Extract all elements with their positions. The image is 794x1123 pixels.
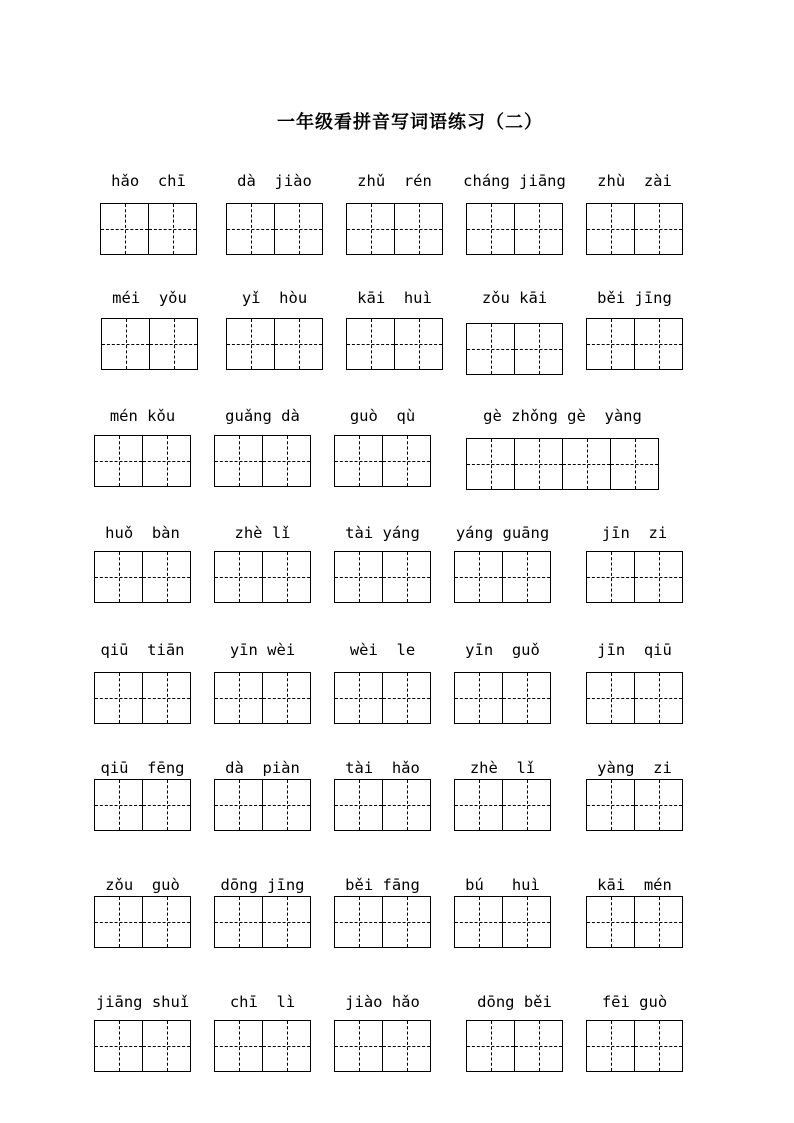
writing-cell[interactable] [262,672,311,724]
writing-cell[interactable] [634,896,683,948]
pinyin-label: běi jīng [597,289,672,307]
pinyin-label: zhù zài [597,172,672,190]
writing-cell[interactable] [634,672,683,724]
writing-cell[interactable] [214,1020,263,1072]
writing-cell[interactable] [142,1020,191,1072]
tianzige-grid[interactable] [94,1020,191,1072]
writing-cell[interactable] [226,203,275,255]
tianzige-grid[interactable] [586,1020,683,1072]
writing-cell[interactable] [94,1020,143,1072]
tianzige-grid[interactable] [586,318,683,370]
writing-cell[interactable] [94,779,143,831]
writing-cell[interactable] [586,779,635,831]
tianzige-grid[interactable] [214,435,311,487]
writing-cell[interactable] [274,318,323,370]
writing-cell[interactable] [466,203,515,255]
writing-cell[interactable] [382,896,431,948]
tianzige-grid[interactable] [334,435,431,487]
tianzige-grid[interactable] [346,318,443,370]
writing-cell[interactable] [454,672,503,724]
tianzige-grid[interactable] [94,551,191,603]
writing-cell[interactable] [214,435,263,487]
tianzige-grid[interactable] [466,438,659,490]
tianzige-grid[interactable] [466,1020,563,1072]
writing-cell[interactable] [502,551,551,603]
writing-cell[interactable] [502,896,551,948]
writing-cell[interactable] [586,203,635,255]
writing-cell[interactable] [514,203,563,255]
tianzige-grid[interactable] [334,1020,431,1072]
pinyin-label: bú huì [465,876,540,894]
tianzige-grid[interactable] [226,318,323,370]
pinyin-label: dà piàn [225,759,300,777]
writing-cell[interactable] [226,318,275,370]
tianzige-grid[interactable] [586,551,683,603]
writing-cell[interactable] [586,551,635,603]
writing-cell[interactable] [394,318,443,370]
pinyin-label: yáng guāng [455,524,550,542]
tianzige-grid[interactable] [346,203,443,255]
tianzige-grid[interactable] [586,203,683,255]
pinyin-label: mén kǒu [109,407,176,425]
writing-cell[interactable] [148,203,197,255]
writing-cell[interactable] [142,779,191,831]
tianzige-grid[interactable] [454,551,551,603]
writing-cell[interactable] [94,551,143,603]
writing-cell[interactable] [262,435,311,487]
writing-cell[interactable] [454,779,503,831]
writing-cell[interactable] [454,896,503,948]
writing-cell[interactable] [214,672,263,724]
tianzige-grid[interactable] [94,435,191,487]
writing-cell[interactable] [634,551,683,603]
writing-cell[interactable] [466,323,515,375]
pinyin-label: cháng jiāng [463,172,566,190]
pinyin-label: kāi mén [597,876,672,894]
tianzige-grid[interactable] [454,896,551,948]
writing-cell[interactable] [274,203,323,255]
writing-cell[interactable] [466,1020,515,1072]
writing-cell[interactable] [334,779,383,831]
tianzige-grid[interactable] [454,779,551,831]
tianzige-grid[interactable] [334,551,431,603]
writing-cell[interactable] [149,318,198,370]
writing-cell[interactable] [262,896,311,948]
tianzige-grid[interactable] [586,672,683,724]
pinyin-label: zhè lǐ [234,524,291,542]
writing-cell[interactable] [394,203,443,255]
pinyin-label: dà jiào [237,172,312,190]
writing-cell[interactable] [142,672,191,724]
writing-cell[interactable] [334,896,383,948]
writing-cell[interactable] [214,896,263,948]
writing-cell[interactable] [634,1020,683,1072]
pinyin-label: dōng běi [477,993,552,1011]
writing-cell[interactable] [334,672,383,724]
pinyin-label: jiào hǎo [345,993,420,1011]
pinyin-label: yīn wèi [229,641,296,659]
pinyin-label: huǒ bàn [105,524,180,542]
writing-cell[interactable] [382,435,431,487]
writing-cell[interactable] [514,1020,563,1072]
writing-cell[interactable] [346,318,395,370]
pinyin-label: gè zhǒng gè yàng [483,407,642,425]
tianzige-grid[interactable] [334,779,431,831]
tianzige-grid[interactable] [226,203,323,255]
pinyin-label: běi fāng [345,876,420,894]
writing-cell[interactable] [214,551,263,603]
writing-cell[interactable] [382,672,431,724]
tianzige-grid[interactable] [214,896,311,948]
pinyin-label: guǎng dà [225,407,300,425]
pinyin-label: guò qù [349,407,416,425]
pinyin-label: méi yǒu [112,289,187,307]
writing-cell[interactable] [454,551,503,603]
writing-cell[interactable] [502,672,551,724]
pinyin-label: jīn zi [601,524,668,542]
writing-cell[interactable] [634,779,683,831]
writing-cell[interactable] [514,323,563,375]
writing-cell[interactable] [142,551,191,603]
pinyin-label: zhè lǐ [469,759,536,777]
tianzige-grid[interactable] [214,1020,311,1072]
writing-cell[interactable] [214,779,263,831]
pinyin-label: yīn guǒ [465,641,540,659]
pinyin-label: fēi guò [601,993,668,1011]
writing-cell[interactable] [94,672,143,724]
pinyin-label: tài yáng [345,524,420,542]
writing-cell[interactable] [586,672,635,724]
pinyin-label: tài hǎo [345,759,420,777]
writing-cell[interactable] [586,896,635,948]
pinyin-label: zǒu kāi [481,289,548,307]
tianzige-grid[interactable] [466,323,563,375]
writing-cell[interactable] [586,1020,635,1072]
tianzige-grid[interactable] [466,203,563,255]
tianzige-grid[interactable] [214,779,311,831]
tianzige-grid[interactable] [100,203,197,255]
pinyin-label: zǒu guò [105,876,180,894]
pinyin-label: zhǔ rén [357,172,432,190]
pinyin-label: hǎo chī [111,172,186,190]
pinyin-label: qiū fēng [100,759,185,777]
tianzige-grid[interactable] [94,779,191,831]
tianzige-grid[interactable] [334,672,431,724]
writing-cell[interactable] [382,779,431,831]
writing-cell[interactable] [610,438,659,490]
writing-cell[interactable] [586,318,635,370]
writing-cell[interactable] [514,438,563,490]
writing-cell[interactable] [346,203,395,255]
tianzige-grid[interactable] [586,896,683,948]
writing-cell[interactable] [634,318,683,370]
pinyin-label: wèi le [349,641,416,659]
tianzige-grid[interactable] [94,896,191,948]
writing-cell[interactable] [334,1020,383,1072]
pinyin-label: chī lì [229,993,296,1011]
writing-cell[interactable] [262,779,311,831]
writing-cell[interactable] [262,1020,311,1072]
tianzige-grid[interactable] [454,672,551,724]
pinyin-label: yàng zi [597,759,672,777]
tianzige-grid[interactable] [334,896,431,948]
writing-cell[interactable] [94,435,143,487]
pinyin-label: qiū tiān [100,641,185,659]
writing-cell[interactable] [334,551,383,603]
pinyin-label: yǐ hòu [241,289,308,307]
page-title: 一年级看拼音写词语练习（二） [277,112,543,133]
writing-cell[interactable] [466,438,515,490]
tianzige-grid[interactable] [586,779,683,831]
writing-cell[interactable] [142,896,191,948]
writing-cell[interactable] [142,435,191,487]
tianzige-grid[interactable] [214,551,311,603]
writing-cell[interactable] [634,203,683,255]
writing-cell[interactable] [262,551,311,603]
writing-cell[interactable] [562,438,611,490]
pinyin-label: dōng jīng [220,876,305,894]
writing-cell[interactable] [100,203,149,255]
tianzige-grid[interactable] [101,318,198,370]
pinyin-label: kāi huì [357,289,432,307]
writing-cell[interactable] [382,551,431,603]
writing-cell[interactable] [334,435,383,487]
pinyin-label: jīn qiū [597,641,672,659]
pinyin-label: jiāng shuǐ [95,993,190,1011]
tianzige-grid[interactable] [214,672,311,724]
writing-cell[interactable] [101,318,150,370]
writing-cell[interactable] [502,779,551,831]
tianzige-grid[interactable] [94,672,191,724]
writing-cell[interactable] [94,896,143,948]
writing-cell[interactable] [382,1020,431,1072]
